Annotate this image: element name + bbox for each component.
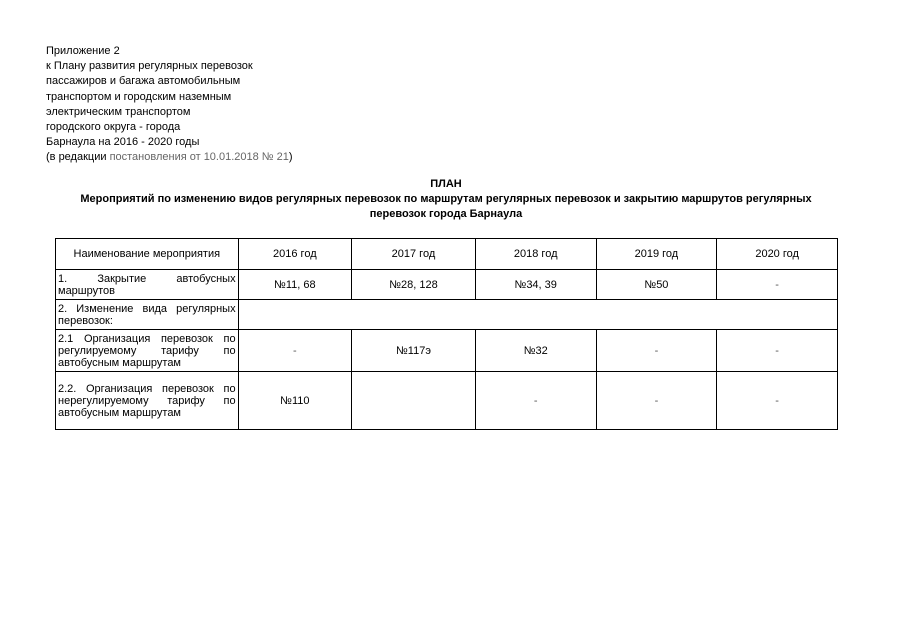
table-cell: - bbox=[596, 372, 717, 430]
header-cell-2019: 2019 год bbox=[596, 239, 717, 270]
header-cell-2020: 2020 год bbox=[717, 239, 838, 270]
table-cell bbox=[352, 372, 476, 430]
table-row bbox=[56, 372, 838, 430]
plan-table bbox=[55, 238, 838, 430]
table-cell: - bbox=[596, 330, 717, 372]
table-cell: - bbox=[717, 330, 838, 372]
revision-prefix: (в редакции bbox=[46, 151, 110, 164]
appendix-line: Приложение 2 bbox=[46, 45, 120, 57]
header-cell-2016: 2016 год bbox=[238, 239, 351, 270]
row-label: 2.2. Организация перевозок по нерегулируемому тарифу по автобусным маршрутам bbox=[56, 372, 239, 430]
appendix-line: электрическим транспортом bbox=[46, 105, 191, 118]
revision-link[interactable]: постановления от 10.01.2018 № 21 bbox=[109, 151, 289, 164]
table-cell: - bbox=[717, 270, 838, 300]
revision-suffix: ) bbox=[288, 151, 293, 164]
appendix-block bbox=[46, 44, 293, 166]
appendix-line: Барнаула на 2016 - 2020 годы bbox=[46, 136, 200, 149]
table-header-row bbox=[56, 239, 838, 270]
row-label: 2. Изменение вида регулярных перевозок: bbox=[56, 300, 239, 330]
table-cell: - bbox=[238, 330, 351, 372]
table-cell: №110 bbox=[238, 372, 351, 430]
table-cell: №32 bbox=[475, 330, 596, 372]
table-cell: №50 bbox=[596, 270, 717, 300]
table-cell-merged bbox=[238, 300, 837, 330]
table-row bbox=[56, 330, 838, 372]
row-label: 2.1 Организация перевозок по регулируемому тарифу по автобусным маршрутам bbox=[56, 330, 239, 372]
header-cell-activity: Наименование мероприятия bbox=[56, 239, 239, 270]
header-cell-2017: 2017 год bbox=[352, 239, 476, 270]
appendix-line: пассажиров и багажа автомобильным bbox=[46, 75, 241, 88]
table-row bbox=[56, 300, 838, 330]
plan-subtitle: Мероприятий по изменению видов регулярных перевозок по маршрутам регулярных перевозок и закрытию маршрутов регулярных перевозок города Барнаула bbox=[80, 193, 812, 220]
appendix-line: к Плану развития регулярных перевозок bbox=[46, 60, 253, 73]
table-cell: №28, 128 bbox=[352, 270, 476, 300]
table-cell: - bbox=[475, 372, 596, 430]
row-label: 1. Закрытие автобусных маршрутов bbox=[56, 270, 239, 300]
appendix-line: транспортом и городским наземным bbox=[46, 90, 232, 103]
table-cell: №34, 39 bbox=[475, 270, 596, 300]
table-cell: №117э bbox=[352, 330, 476, 372]
appendix-line: городского округа - города bbox=[46, 121, 181, 134]
table-cell: №11, 68 bbox=[238, 270, 351, 300]
plan-title: ПЛАН bbox=[430, 178, 462, 190]
header-cell-2018: 2018 год bbox=[475, 239, 596, 270]
table-row bbox=[56, 270, 838, 300]
plan-heading bbox=[55, 177, 837, 222]
table-cell: - bbox=[717, 372, 838, 430]
revision-note bbox=[46, 150, 293, 165]
